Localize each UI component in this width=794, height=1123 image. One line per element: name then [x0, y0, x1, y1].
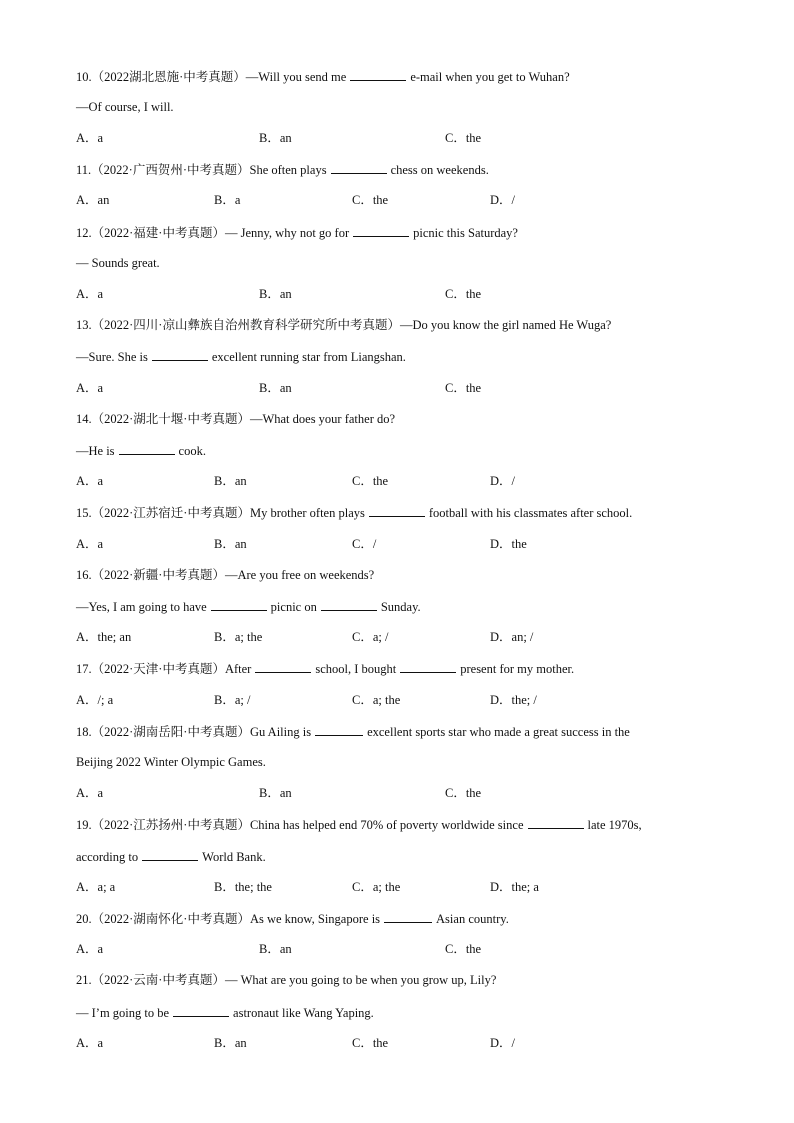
question-10-stem: 10.（2022湖北恩施·中考真题）—Will you send me e-mail when you get to Wuhan? [76, 70, 570, 84]
answer-blank[interactable] [255, 660, 311, 673]
option-a[interactable]: A．the; an [76, 630, 132, 644]
question-16-reply: —Yes, I am going to have picnic on Sunday. [76, 600, 421, 614]
option-a[interactable]: A．a [76, 942, 104, 956]
option-a[interactable]: A．a [76, 537, 104, 551]
question-13-reply: —Sure. She is excellent running star from Liangshan. [76, 350, 406, 364]
question-21-reply: — I’m going to be astronaut like Wang Yaping. [76, 1006, 374, 1020]
option-a[interactable]: A．/; a [76, 693, 114, 707]
question-13-stem: 13.（2022·四川·凉山彝族自治州教育科学研究所中考真题）—Do you know the girl named He Wuga? [76, 318, 612, 332]
answer-blank[interactable] [321, 598, 377, 611]
option-d[interactable]: D．/ [490, 474, 516, 488]
option-c[interactable]: C．a; the [352, 693, 401, 707]
option-c[interactable]: C．the [445, 381, 482, 395]
option-d[interactable]: D．/ [490, 1036, 516, 1050]
option-b[interactable]: B．an [259, 381, 292, 395]
option-a[interactable]: A．a [76, 474, 104, 488]
option-b[interactable]: B．a [214, 193, 241, 207]
option-b[interactable]: B．an [214, 537, 247, 551]
question-20-stem: 20.（2022·湖南怀化·中考真题）As we know, Singapore is Asian country. [76, 912, 509, 926]
question-21-stem: 21.（2022·云南·中考真题）— What are you going to be when you grow up, Lily? [76, 973, 497, 987]
answer-blank[interactable] [384, 910, 432, 923]
option-b[interactable]: B．a; / [214, 693, 251, 707]
option-d[interactable]: D．/ [490, 193, 516, 207]
answer-blank[interactable] [152, 348, 208, 361]
question-14-reply: —He is cook. [76, 444, 206, 458]
option-b[interactable]: B．an [214, 474, 247, 488]
option-c[interactable]: C．the [445, 786, 482, 800]
option-a[interactable]: A．a [76, 287, 104, 301]
answer-blank[interactable] [119, 442, 175, 455]
option-a[interactable]: A．a [76, 381, 104, 395]
question-16-stem: 16.（2022·新疆·中考真题）—Are you free on weekends? [76, 568, 375, 582]
question-15-stem: 15.（2022·江苏宿迁·中考真题）My brother often plays football with his classmates after school. [76, 506, 633, 520]
option-d[interactable]: D．the; a [490, 880, 539, 894]
option-c[interactable]: C．a; the [352, 880, 401, 894]
question-19-continued: according to World Bank. [76, 850, 266, 864]
option-a[interactable]: A．a [76, 131, 104, 145]
question-18-continued: Beijing 2022 Winter Olympic Games. [76, 755, 266, 769]
option-a[interactable]: A．a [76, 1036, 104, 1050]
answer-blank[interactable] [331, 161, 387, 174]
question-17-stem: 17.（2022·天津·中考真题）After school, I bought present for my mother. [76, 662, 575, 676]
question-14-stem: 14.（2022·湖北十堰·中考真题）—What does your father do? [76, 412, 396, 426]
answer-blank[interactable] [350, 68, 406, 81]
option-c[interactable]: C．the [445, 287, 482, 301]
option-c[interactable]: C．the [445, 942, 482, 956]
option-c[interactable]: C．a; / [352, 630, 389, 644]
option-b[interactable]: B．an [259, 786, 292, 800]
answer-blank[interactable] [400, 660, 456, 673]
option-b[interactable]: B．a; the [214, 630, 263, 644]
option-a[interactable]: A．a [76, 786, 104, 800]
question-12-reply: — Sounds great. [76, 256, 160, 270]
answer-blank[interactable] [173, 1004, 229, 1017]
answer-blank[interactable] [315, 723, 363, 736]
option-d[interactable]: D．an; / [490, 630, 534, 644]
answer-blank[interactable] [211, 598, 267, 611]
option-c[interactable]: C．the [352, 193, 389, 207]
option-c[interactable]: C．the [352, 474, 389, 488]
answer-blank[interactable] [142, 848, 198, 861]
question-12-stem: 12.（2022·福建·中考真题）— Jenny, why not go for picnic this Saturday? [76, 226, 518, 240]
question-10-reply: —Of course, I will. [76, 100, 174, 114]
question-11-stem: 11.（2022·广西贺州·中考真题）She often plays chess on weekends. [76, 163, 489, 177]
option-c[interactable]: C．the [352, 1036, 389, 1050]
question-19-stem: 19.（2022·江苏扬州·中考真题）China has helped end 70% of poverty worldwide since late 1970s, [76, 818, 642, 832]
option-b[interactable]: B．an [259, 287, 292, 301]
option-c[interactable]: C．/ [352, 537, 377, 551]
answer-blank[interactable] [528, 816, 584, 829]
option-a[interactable]: A．a; a [76, 880, 116, 894]
option-b[interactable]: B．an [259, 131, 292, 145]
option-d[interactable]: D．the; / [490, 693, 537, 707]
option-d[interactable]: D．the [490, 537, 527, 551]
option-a[interactable]: A．an [76, 193, 110, 207]
option-b[interactable]: B．an [214, 1036, 247, 1050]
option-b[interactable]: B．the; the [214, 880, 272, 894]
answer-blank[interactable] [353, 224, 409, 237]
option-b[interactable]: B．an [259, 942, 292, 956]
question-18-stem: 18.（2022·湖南岳阳·中考真题）Gu Ailing is excellent sports star who made a great success in the [76, 725, 630, 739]
option-c[interactable]: C．the [445, 131, 482, 145]
answer-blank[interactable] [369, 504, 425, 517]
